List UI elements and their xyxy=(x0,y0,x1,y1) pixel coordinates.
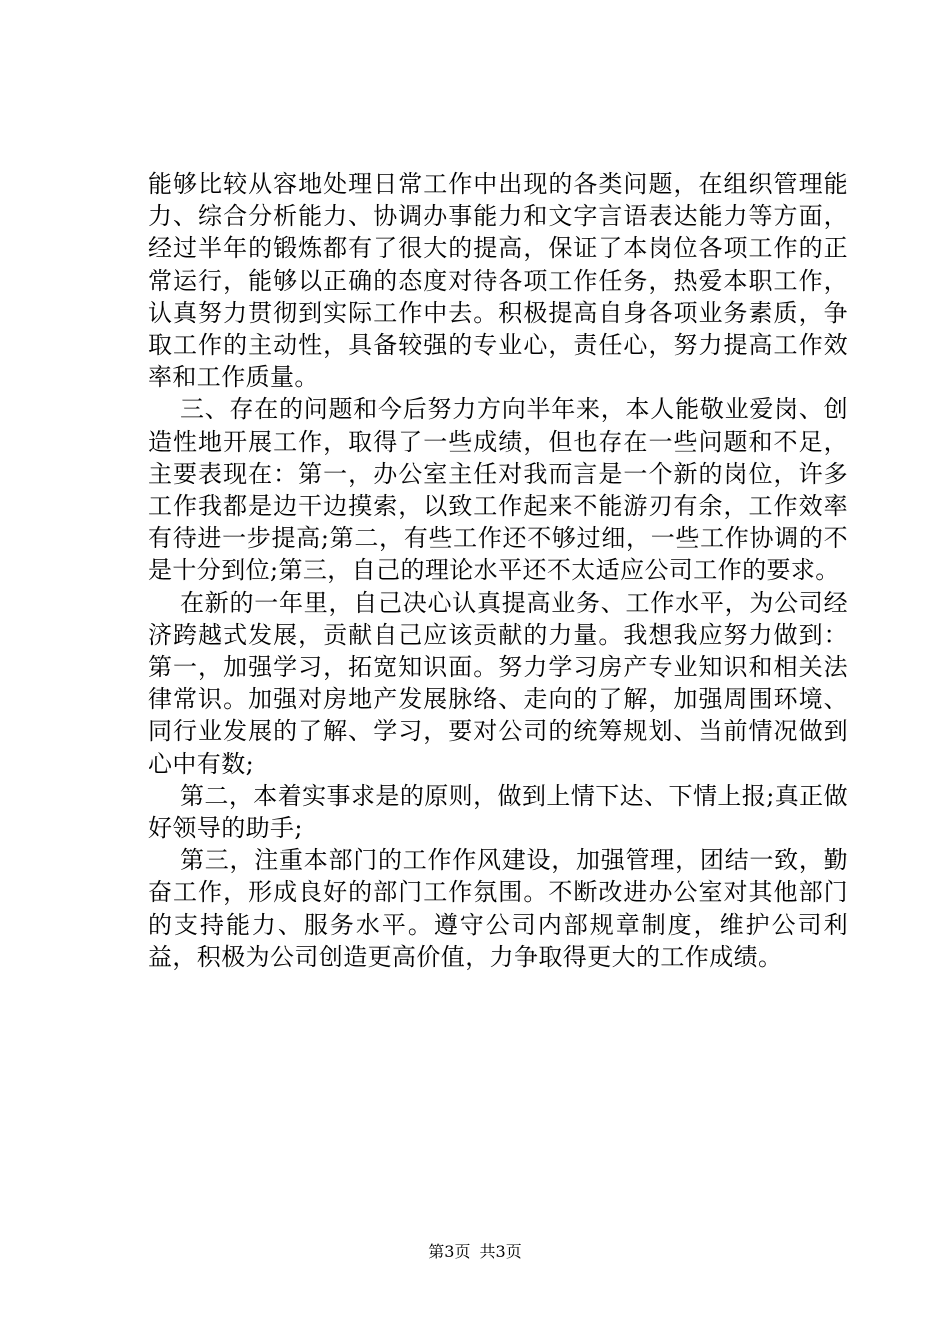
page-footer xyxy=(0,1242,950,1262)
page-total: 共3页 xyxy=(479,1242,522,1261)
paragraph-continued: 能够比较从容地处理日常工作中出现的各类问题，在组织管理能力、综合分析能力、协调办事能力和文字言语表达能力等方面，经过半年的锻炼都有了很大的提高，保证了本岗位各项工作的正常运行，能够以正确的态度对待各项工作任务，热爱本职工作，认真努力贯彻到实际工作中去。积极提高自身各项业务素质，争取工作的主动性，具备较强的专业心，责任心，努力提高工作效率和工作质量。 xyxy=(148,170,848,392)
paragraph-problems: 三、存在的问题和今后努力方向半年来，本人能敬业爱岗、创造性地开展工作，取得了一些成绩，但也存在一些问题和不足，主要表现在：第一，办公室主任对我而言是一个新的岗位，许多工作我都是边干边摸索，以致工作起来不能游刃有余，工作效率有待进一步提高;第二，有些工作还不够过细，一些工作协调的不是十分到位;第三，自己的理论水平还不太适应公司工作的要求。 xyxy=(148,395,848,585)
paragraph-new-year-plan: 在新的一年里，自己决心认真提高业务、工作水平，为公司经济跨越式发展，贡献自己应该贡献的力量。我想我应努力做到：第一，加强学习，拓宽知识面。努力学习房产专业知识和相关法律常识。加强对房地产发展脉络、走向的了解，加强周围环境、同行业发展的了解、学习，要对公司的统筹规划、当前情况做到心中有数; xyxy=(148,588,848,778)
document-body xyxy=(148,168,848,973)
page-number: 第3页 xyxy=(428,1242,471,1261)
paragraph-second-point: 第二，本着实事求是的原则，做到上情下达、下情上报;真正做好领导的助手; xyxy=(148,781,848,843)
paragraph-third-point: 第三，注重本部门的工作作风建设，加强管理，团结一致，勤奋工作，形成良好的部门工作氛围。不断改进办公室对其他部门的支持能力、服务水平。遵守公司内部规章制度，维护公司利益，积极为公司创造更高价值，力争取得更大的工作成绩。 xyxy=(148,846,848,971)
